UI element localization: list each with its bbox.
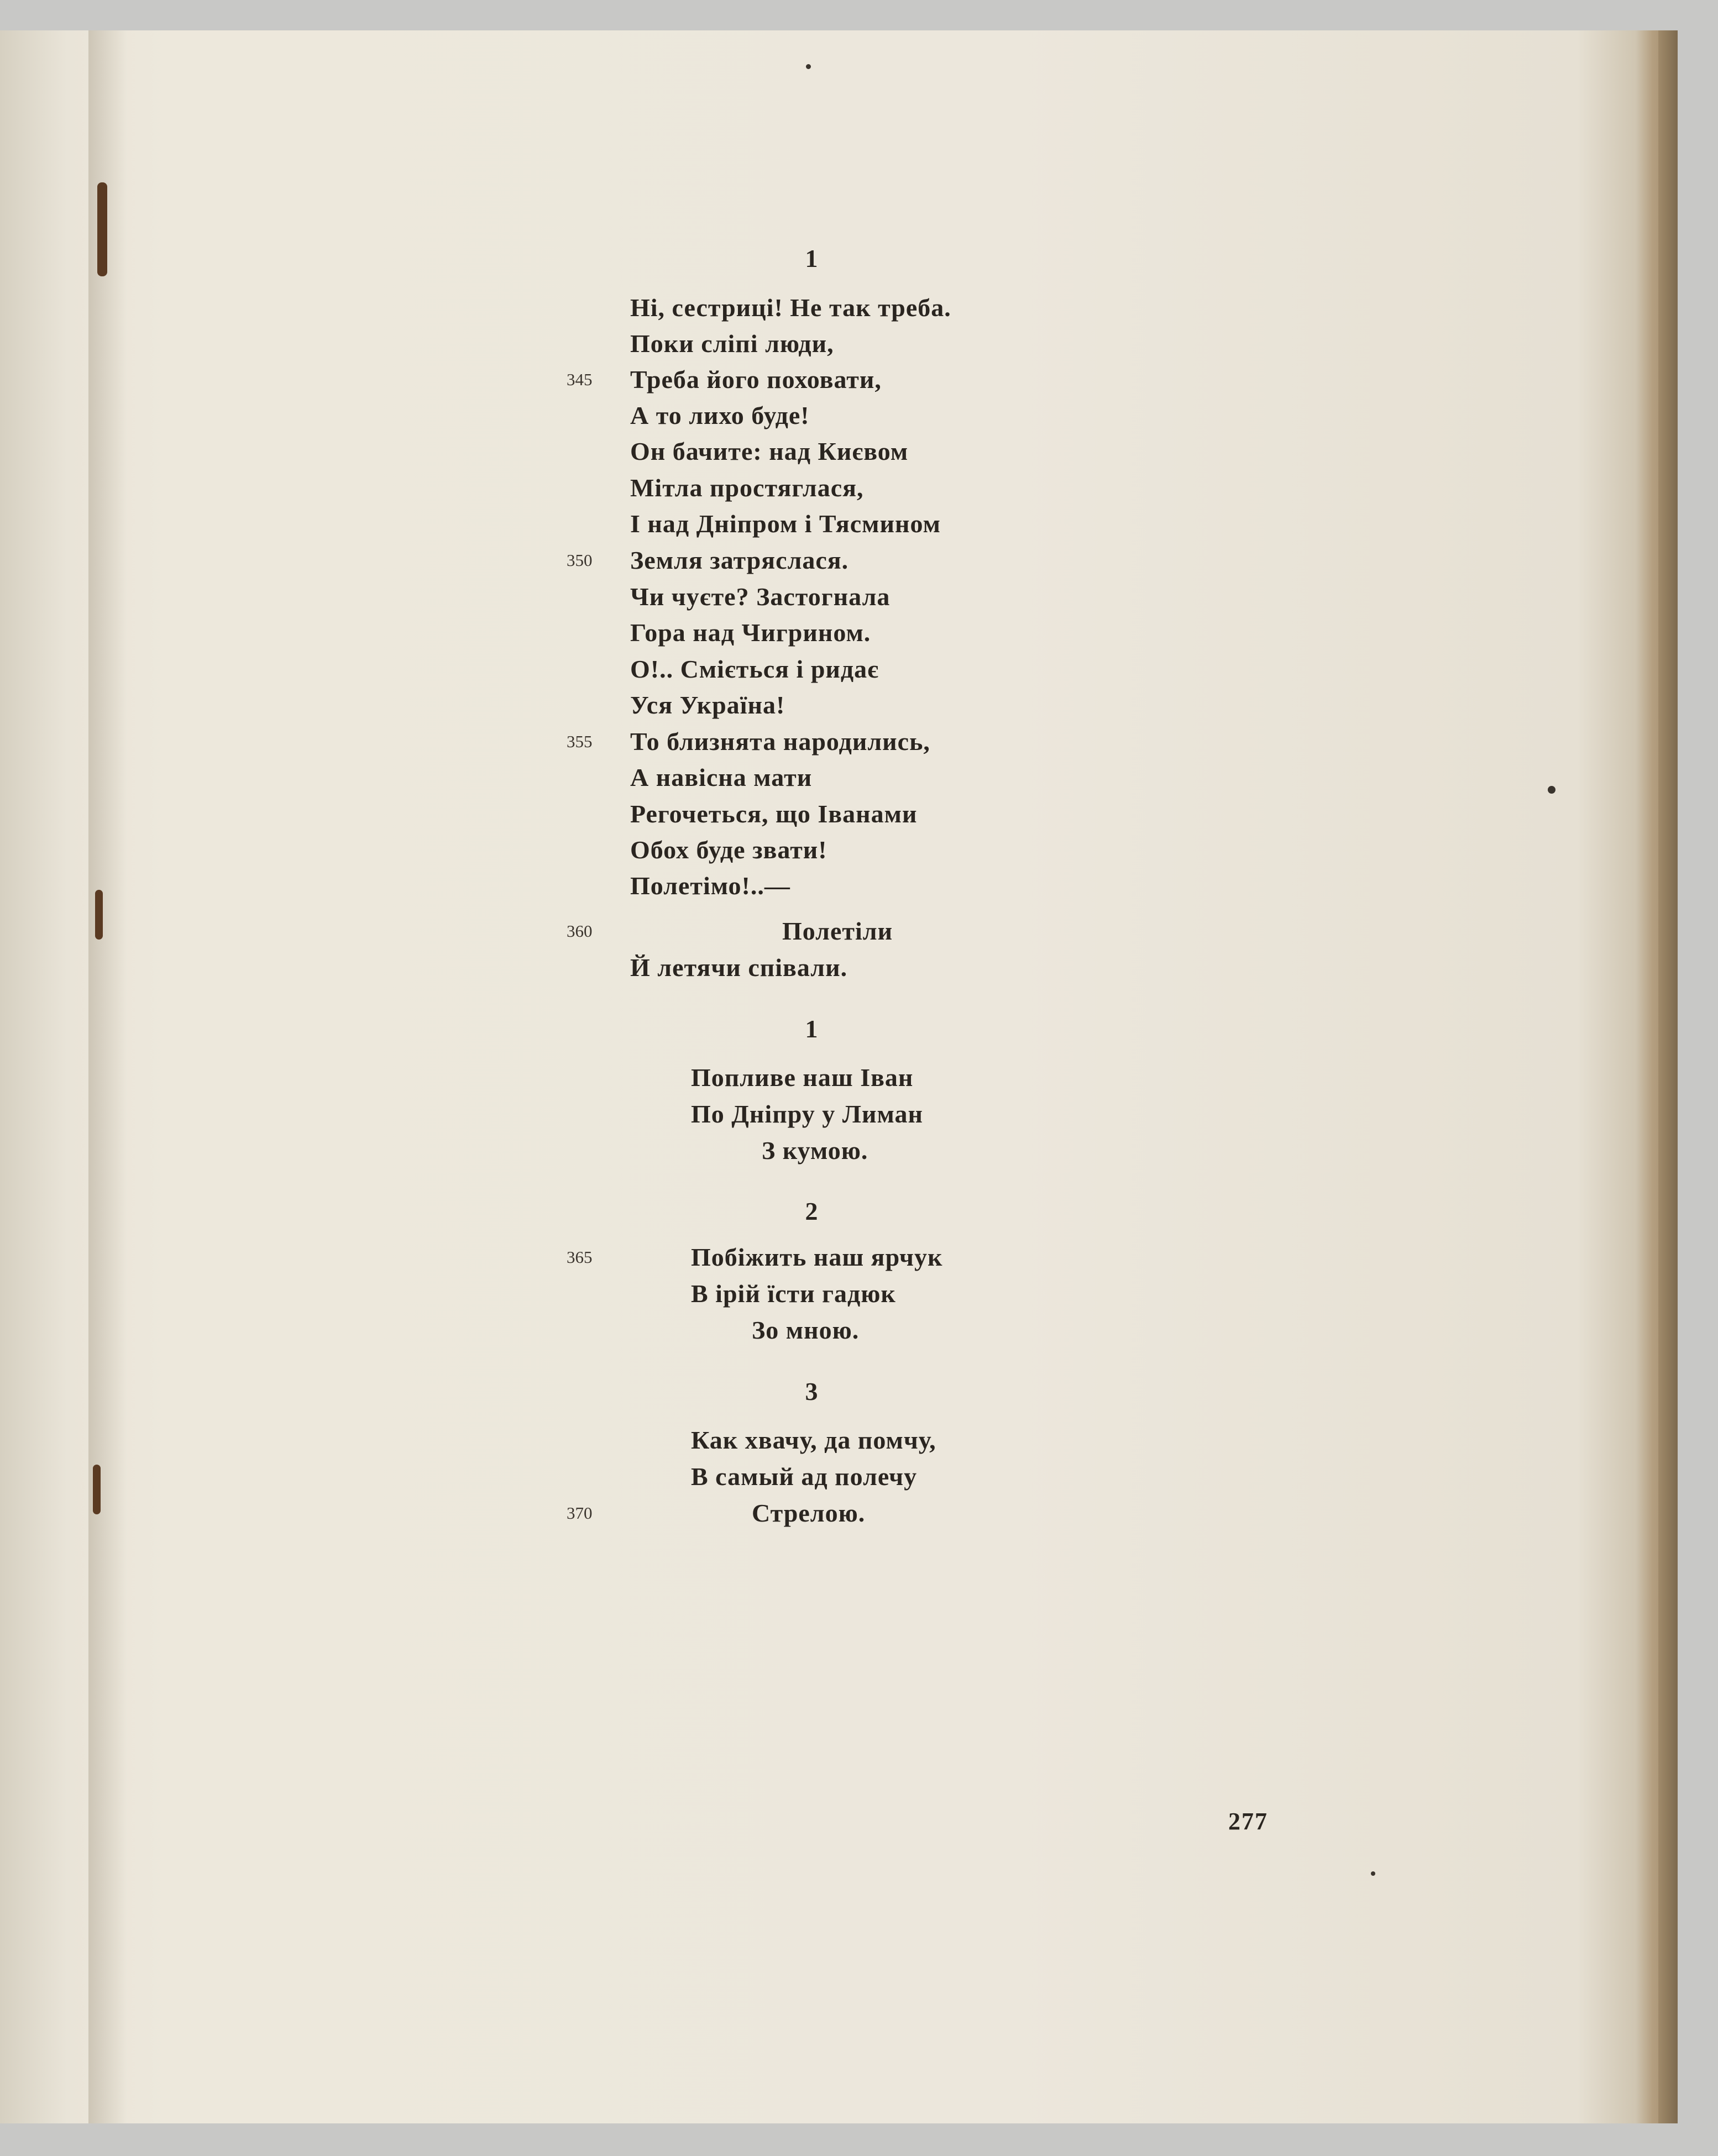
ink-speck	[1371, 1871, 1375, 1876]
verse-line: Ні, сестриці! Не так треба.	[630, 293, 951, 322]
ink-speck	[95, 890, 103, 940]
stanza-line: Побіжить наш ярчук	[691, 1243, 943, 1271]
ink-speck	[97, 182, 107, 276]
verse-line: Регочеться, що Іванами	[630, 800, 918, 828]
verse-line: І над Дніпром і Тясмином	[630, 510, 941, 538]
stanza-line: Зо мною.	[752, 1316, 860, 1344]
stanza-line: Стрелою.	[752, 1499, 866, 1527]
verse-line: Уся Україна!	[630, 691, 785, 719]
stanza-line: По Дніпру у Лиман	[691, 1100, 923, 1128]
line-number: 365	[567, 1247, 593, 1267]
page-number: 277	[1228, 1808, 1268, 1835]
stanza-line: З кумою.	[762, 1136, 868, 1164]
verse-line: Полетімо!..—	[630, 872, 790, 900]
verse-line: То близнята народились,	[630, 727, 930, 756]
ink-speck	[1548, 786, 1555, 794]
verse-line: А навісна мати	[630, 763, 813, 791]
line-number: 350	[567, 550, 593, 570]
stanza-line: Как хвачу, да помчу,	[691, 1426, 936, 1454]
verse-line: Мітла простяглася,	[630, 474, 864, 502]
verse-line: Полетіли	[782, 917, 893, 945]
verse-line: Чи чуєте? Застогнала	[630, 583, 891, 611]
verse-line: Он бачите: над Києвом	[630, 437, 909, 465]
verse-line: А то лихо буде!	[630, 401, 810, 429]
stanza-heading: 3	[805, 1377, 818, 1405]
ink-speck	[93, 1465, 101, 1514]
section-heading: 1	[805, 244, 818, 272]
verse-line: Гора над Чигрином.	[630, 618, 871, 647]
line-number: 360	[567, 921, 593, 941]
verse-line: О!.. Сміється і ридає	[630, 655, 879, 683]
stanza-line: В ірій їсти гадюк	[691, 1279, 896, 1308]
verse-line: Треба його поховати,	[630, 365, 882, 394]
verse-line: Земля затряслася.	[630, 546, 849, 574]
line-number: 345	[567, 370, 593, 389]
line-number: 355	[567, 732, 593, 751]
verse-line: Поки сліпі люди,	[630, 329, 834, 358]
stanza-line: Попливе наш Іван	[691, 1063, 914, 1092]
verse-line: Й летячи співали.	[630, 953, 848, 982]
stanza-heading: 2	[805, 1197, 818, 1225]
line-number: 370	[567, 1503, 593, 1523]
ink-speck	[806, 64, 811, 69]
verse-line: Обох буде звати!	[630, 836, 827, 864]
stanza-heading: 1	[805, 1015, 818, 1043]
stanza-line: В самый ад полечу	[691, 1462, 918, 1491]
